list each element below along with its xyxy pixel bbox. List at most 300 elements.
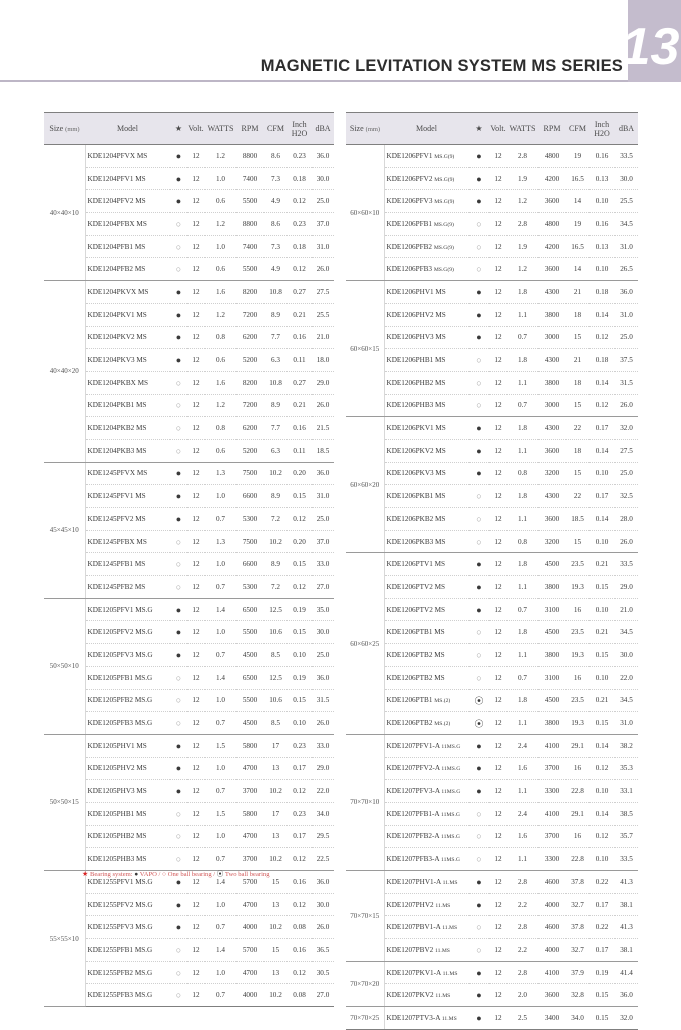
table-row bbox=[346, 712, 638, 735]
bearing-cell bbox=[469, 508, 489, 531]
model-cell bbox=[384, 326, 469, 349]
model-name: KDE1207PFB3-A bbox=[386, 855, 440, 864]
bearing-cell bbox=[170, 916, 187, 939]
rpm-cell: 3700 bbox=[538, 757, 566, 780]
watts-cell: 0.7 bbox=[205, 780, 236, 803]
volt-cell: 12 bbox=[489, 1007, 507, 1030]
table-row bbox=[44, 644, 334, 667]
watts-cell: 1.5 bbox=[205, 734, 236, 757]
table-row bbox=[44, 485, 334, 508]
size-cell: 70×70×10 bbox=[346, 734, 384, 870]
vapo-bearing-icon: ● bbox=[175, 899, 182, 910]
bearing-cell bbox=[170, 371, 187, 394]
dba-cell: 34.0 bbox=[312, 802, 334, 825]
volt-cell: 12 bbox=[489, 439, 507, 462]
rpm-cell: 3800 bbox=[538, 576, 566, 599]
watts-cell: 2.8 bbox=[507, 916, 538, 939]
model-cell bbox=[85, 258, 170, 281]
volt-cell: 12 bbox=[187, 598, 205, 621]
rpm-cell: 4800 bbox=[538, 213, 566, 236]
cfm-cell: 12.5 bbox=[264, 598, 287, 621]
h2o-cell: 0.15 bbox=[589, 1007, 615, 1030]
table-row bbox=[346, 508, 638, 531]
vapo-bearing-icon: ● bbox=[175, 332, 182, 343]
cfm-cell: 19 bbox=[566, 145, 589, 168]
vapo-bearing-icon: ● bbox=[175, 286, 182, 297]
cfm-cell: 10.2 bbox=[264, 984, 287, 1007]
watts-cell: 1.0 bbox=[205, 893, 236, 916]
dba-cell: 37.5 bbox=[615, 349, 638, 372]
watts-cell: 0.8 bbox=[205, 417, 236, 440]
cfm-cell: 16 bbox=[566, 598, 589, 621]
watts-cell: 1.8 bbox=[507, 553, 538, 576]
bearing-cell bbox=[170, 734, 187, 757]
dba-cell: 34.5 bbox=[615, 213, 638, 236]
bearing-cell bbox=[469, 417, 489, 440]
model-cell bbox=[384, 190, 469, 213]
table-row bbox=[346, 848, 638, 871]
one-ball-bearing-icon: ○ bbox=[175, 423, 182, 434]
size-cell: 60×60×25 bbox=[346, 553, 384, 735]
cfm-cell: 29.1 bbox=[566, 802, 589, 825]
volt-cell: 12 bbox=[489, 576, 507, 599]
dba-cell: 29.5 bbox=[312, 825, 334, 848]
one-ball-bearing-icon: ○ bbox=[175, 377, 182, 388]
h2o-cell: 0.17 bbox=[589, 417, 615, 440]
model-name: KDE1255PFB2 MS.G bbox=[87, 968, 153, 977]
rpm-cell: 3100 bbox=[538, 598, 566, 621]
dba-cell: 29.0 bbox=[312, 757, 334, 780]
bearing-cell bbox=[469, 190, 489, 213]
volt-cell: 12 bbox=[187, 303, 205, 326]
dba-cell: 27.5 bbox=[615, 439, 638, 462]
model-cell bbox=[384, 417, 469, 440]
header-model: Model bbox=[384, 113, 469, 145]
h2o-cell: 0.21 bbox=[287, 394, 312, 417]
bearing-cell bbox=[170, 984, 187, 1007]
h2o-cell: 0.14 bbox=[589, 439, 615, 462]
one-ball-bearing-icon: ○ bbox=[476, 831, 482, 842]
volt-cell: 12 bbox=[187, 439, 205, 462]
header-watts: WATTS bbox=[205, 113, 236, 145]
two-ball-bearing-icon: ⦿ bbox=[474, 695, 484, 706]
model-cell bbox=[85, 802, 170, 825]
model-cell bbox=[85, 984, 170, 1007]
one-ball-bearing-icon: ○ bbox=[476, 264, 482, 275]
dba-cell: 36.5 bbox=[312, 939, 334, 962]
cfm-cell: 14 bbox=[566, 258, 589, 281]
legend-one-ball: One ball bearing bbox=[167, 871, 212, 878]
rpm-cell: 4100 bbox=[538, 802, 566, 825]
cfm-cell: 8.9 bbox=[264, 553, 287, 576]
rpm-cell: 7500 bbox=[236, 530, 264, 553]
header-dba: dBA bbox=[615, 113, 638, 145]
cfm-cell: 8.5 bbox=[264, 712, 287, 735]
bearing-cell bbox=[170, 530, 187, 553]
size-cell: 45×45×10 bbox=[44, 462, 85, 598]
model-cell bbox=[85, 961, 170, 984]
bearing-cell bbox=[469, 780, 489, 803]
watts-cell: 0.8 bbox=[507, 530, 538, 553]
rpm-cell: 6600 bbox=[236, 485, 264, 508]
model-suffix: MS.G(9) bbox=[433, 221, 454, 228]
h2o-cell: 0.10 bbox=[589, 780, 615, 803]
h2o-cell: 0.08 bbox=[287, 916, 312, 939]
dba-cell: 26.0 bbox=[312, 394, 334, 417]
rpm-cell: 4000 bbox=[236, 984, 264, 1007]
rpm-cell: 4700 bbox=[236, 825, 264, 848]
model-name: KDE1206PTV1 MS bbox=[386, 560, 446, 569]
model-cell bbox=[384, 961, 469, 984]
header-cfm: CFM bbox=[264, 113, 287, 145]
h2o-cell: 0.14 bbox=[589, 734, 615, 757]
model-name: KDE1204PKB3 MS bbox=[87, 446, 147, 455]
bearing-cell bbox=[170, 303, 187, 326]
cfm-cell: 6.3 bbox=[264, 349, 287, 372]
rpm-cell: 4600 bbox=[538, 916, 566, 939]
cfm-cell: 22.8 bbox=[566, 848, 589, 871]
watts-cell: 1.1 bbox=[507, 712, 538, 735]
watts-cell: 0.7 bbox=[205, 984, 236, 1007]
bearing-cell bbox=[469, 734, 489, 757]
volt-cell: 12 bbox=[489, 213, 507, 236]
model-name: KDE1205PHB1 MS bbox=[87, 809, 147, 818]
bearing-cell bbox=[170, 939, 187, 962]
table-row bbox=[44, 349, 334, 372]
watts-cell: 1.3 bbox=[205, 462, 236, 485]
rpm-cell: 4500 bbox=[538, 553, 566, 576]
model-cell bbox=[384, 689, 469, 712]
volt-cell: 12 bbox=[187, 961, 205, 984]
cfm-cell: 7.2 bbox=[264, 508, 287, 531]
model-name: KDE1206PHV2 MS bbox=[386, 310, 446, 319]
model-cell bbox=[384, 235, 469, 258]
bearing-cell bbox=[170, 349, 187, 372]
rpm-cell: 4500 bbox=[538, 689, 566, 712]
model-name: KDE1206PTV2 MS bbox=[386, 582, 446, 591]
legend-two-ball: Two ball bearing bbox=[224, 871, 270, 878]
h2o-cell: 0.14 bbox=[589, 371, 615, 394]
model-cell bbox=[384, 984, 469, 1007]
rpm-cell: 3700 bbox=[538, 825, 566, 848]
one-ball-bearing-icon: ○ bbox=[476, 627, 482, 638]
model-name: KDE1245PFB1 MS bbox=[87, 560, 146, 569]
rpm-cell: 6200 bbox=[236, 417, 264, 440]
dba-cell: 30.5 bbox=[312, 961, 334, 984]
watts-cell: 2.8 bbox=[507, 961, 538, 984]
rpm-cell: 4700 bbox=[236, 757, 264, 780]
cfm-cell: 10.6 bbox=[264, 621, 287, 644]
dba-cell: 33.0 bbox=[312, 553, 334, 576]
volt-cell: 12 bbox=[489, 802, 507, 825]
rpm-cell: 7400 bbox=[236, 167, 264, 190]
watts-cell: 1.9 bbox=[507, 235, 538, 258]
header-cfm: CFM bbox=[566, 113, 589, 145]
table-row bbox=[346, 984, 638, 1007]
bearing-cell bbox=[469, 848, 489, 871]
watts-cell: 1.2 bbox=[205, 303, 236, 326]
one-ball-bearing-icon: ○ bbox=[476, 922, 482, 933]
vapo-bearing-icon: ● bbox=[476, 173, 482, 184]
cfm-cell: 7.2 bbox=[264, 576, 287, 599]
model-suffix: 11.MS bbox=[442, 879, 458, 886]
bearing-cell bbox=[469, 439, 489, 462]
table-header-row bbox=[44, 113, 334, 145]
watts-cell: 0.7 bbox=[507, 666, 538, 689]
watts-cell: 1.4 bbox=[205, 871, 236, 894]
bearing-cell bbox=[170, 394, 187, 417]
model-name: KDE1255PFV2 MS.G bbox=[87, 900, 153, 909]
model-cell bbox=[384, 871, 469, 894]
cfm-cell: 13 bbox=[264, 757, 287, 780]
rpm-cell: 4300 bbox=[538, 349, 566, 372]
model-name: KDE1207PFV2-A bbox=[386, 764, 440, 773]
dba-cell: 36.0 bbox=[312, 871, 334, 894]
model-name: KDE1206PKB3 MS bbox=[386, 537, 446, 546]
table-row bbox=[44, 213, 334, 236]
model-name: KDE1245PFBX MS bbox=[87, 537, 147, 546]
bearing-cell bbox=[170, 553, 187, 576]
watts-cell: 2.2 bbox=[507, 939, 538, 962]
header-inch-h2o: Inch H2O bbox=[287, 113, 312, 145]
cfm-cell: 23.5 bbox=[566, 621, 589, 644]
header-rule bbox=[0, 80, 681, 82]
rpm-cell: 5800 bbox=[236, 734, 264, 757]
watts-cell: 1.0 bbox=[205, 621, 236, 644]
cfm-cell: 6.3 bbox=[264, 439, 287, 462]
one-ball-bearing-icon: ○ bbox=[476, 513, 482, 524]
size-cell: 40×40×20 bbox=[44, 281, 85, 463]
table-row bbox=[44, 621, 334, 644]
dba-cell: 37.0 bbox=[312, 530, 334, 553]
bearing-cell bbox=[170, 258, 187, 281]
vapo-bearing-icon: ● bbox=[175, 740, 182, 751]
volt-cell: 12 bbox=[187, 939, 205, 962]
bearing-legend bbox=[82, 868, 270, 878]
h2o-cell: 0.12 bbox=[287, 576, 312, 599]
bearing-cell bbox=[469, 871, 489, 894]
model-cell bbox=[384, 734, 469, 757]
watts-cell: 2.0 bbox=[507, 984, 538, 1007]
two-ball-bearing-icon: ⦿ bbox=[474, 718, 484, 729]
model-cell bbox=[384, 530, 469, 553]
bearing-cell bbox=[469, 485, 489, 508]
rpm-cell: 7200 bbox=[236, 394, 264, 417]
model-cell bbox=[384, 939, 469, 962]
h2o-cell: 0.13 bbox=[589, 167, 615, 190]
model-cell bbox=[85, 666, 170, 689]
dba-cell: 33.0 bbox=[312, 734, 334, 757]
model-suffix: MS.G(9) bbox=[434, 199, 455, 206]
volt-cell: 12 bbox=[489, 780, 507, 803]
model-suffix: 11.MS bbox=[442, 925, 458, 932]
cfm-cell: 13 bbox=[264, 825, 287, 848]
bearing-cell bbox=[469, 553, 489, 576]
watts-cell: 1.8 bbox=[507, 689, 538, 712]
rpm-cell: 6200 bbox=[236, 326, 264, 349]
watts-cell: 0.6 bbox=[205, 190, 236, 213]
bearing-cell bbox=[469, 371, 489, 394]
volt-cell: 12 bbox=[187, 553, 205, 576]
bearing-cell bbox=[170, 576, 187, 599]
table-row bbox=[44, 757, 334, 780]
size-cell: 55×55×10 bbox=[44, 871, 85, 1007]
one-ball-bearing-icon: ○ bbox=[175, 559, 182, 570]
bearing-cell bbox=[170, 689, 187, 712]
watts-cell: 2.4 bbox=[507, 734, 538, 757]
volt-cell: 12 bbox=[187, 893, 205, 916]
table-row bbox=[44, 825, 334, 848]
model-cell bbox=[384, 576, 469, 599]
cfm-cell: 7.7 bbox=[264, 326, 287, 349]
rpm-cell: 3200 bbox=[538, 530, 566, 553]
watts-cell: 0.7 bbox=[205, 712, 236, 735]
one-ball-bearing-icon: ○ bbox=[476, 944, 482, 955]
h2o-cell: 0.19 bbox=[589, 961, 615, 984]
h2o-cell: 0.12 bbox=[589, 757, 615, 780]
model-name: KDE1245PFVX MS bbox=[87, 469, 148, 478]
h2o-cell: 0.17 bbox=[287, 825, 312, 848]
bearing-cell bbox=[469, 802, 489, 825]
rpm-cell: 3200 bbox=[538, 462, 566, 485]
model-name: KDE1205PHV3 MS bbox=[87, 787, 147, 796]
one-ball-bearing-icon: ○ bbox=[175, 581, 182, 592]
cfm-cell: 8.9 bbox=[264, 303, 287, 326]
h2o-cell: 0.15 bbox=[287, 689, 312, 712]
h2o-cell: 0.16 bbox=[287, 417, 312, 440]
model-cell bbox=[384, 371, 469, 394]
model-name: KDE1204PKB1 MS bbox=[87, 401, 147, 410]
one-ball-bearing-icon: ○ bbox=[175, 695, 182, 706]
cfm-cell: 32.7 bbox=[566, 939, 589, 962]
model-suffix: MS.G(9) bbox=[433, 267, 454, 274]
spec-table-right bbox=[346, 112, 638, 1030]
model-name: KDE1207PFV1-A bbox=[386, 741, 440, 750]
legend-sep: / bbox=[158, 871, 161, 878]
model-name: KDE1206PFB2 bbox=[386, 242, 433, 251]
rpm-cell: 5500 bbox=[236, 258, 264, 281]
volt-cell: 12 bbox=[187, 281, 205, 304]
table-row bbox=[346, 235, 638, 258]
volt-cell: 12 bbox=[187, 167, 205, 190]
model-cell bbox=[85, 213, 170, 236]
model-cell bbox=[85, 825, 170, 848]
watts-cell: 0.7 bbox=[205, 848, 236, 871]
one-ball-bearing-icon: ○ bbox=[476, 854, 482, 865]
vapo-bearing-icon: ● bbox=[476, 581, 482, 592]
table-row bbox=[44, 712, 334, 735]
watts-cell: 0.7 bbox=[205, 916, 236, 939]
model-suffix: 11.MS bbox=[435, 947, 450, 954]
header-volt: Volt. bbox=[489, 113, 507, 145]
cfm-cell: 19.3 bbox=[566, 576, 589, 599]
dba-cell: 30.0 bbox=[615, 167, 638, 190]
table-row bbox=[346, 145, 638, 168]
bearing-star-icon: ★ bbox=[469, 113, 489, 145]
h2o-cell: 0.21 bbox=[589, 621, 615, 644]
cfm-cell: 18 bbox=[566, 439, 589, 462]
h2o-cell: 0.12 bbox=[287, 893, 312, 916]
model-cell bbox=[384, 439, 469, 462]
dba-cell: 26.0 bbox=[312, 258, 334, 281]
model-cell bbox=[384, 258, 469, 281]
bearing-cell bbox=[469, 258, 489, 281]
model-cell bbox=[384, 780, 469, 803]
one-ball-bearing-icon: ○ bbox=[175, 536, 182, 547]
bearing-cell bbox=[469, 893, 489, 916]
rpm-cell: 3700 bbox=[236, 848, 264, 871]
volt-cell: 12 bbox=[489, 462, 507, 485]
volt-cell: 12 bbox=[489, 939, 507, 962]
bearing-cell bbox=[469, 303, 489, 326]
watts-cell: 1.9 bbox=[507, 167, 538, 190]
bearing-cell bbox=[469, 621, 489, 644]
one-ball-bearing-icon: ○ bbox=[476, 218, 482, 229]
vapo-bearing-icon: ● bbox=[476, 763, 482, 774]
header-rpm: RPM bbox=[236, 113, 264, 145]
watts-cell: 1.1 bbox=[507, 508, 538, 531]
model-suffix: MS.G(9) bbox=[434, 153, 455, 160]
vapo-bearing-icon: ● bbox=[476, 899, 482, 910]
vapo-bearing-icon: ● bbox=[476, 1012, 482, 1023]
model-cell bbox=[384, 213, 469, 236]
volt-cell: 12 bbox=[489, 394, 507, 417]
volt-cell: 12 bbox=[187, 394, 205, 417]
dba-cell: 21.0 bbox=[615, 598, 638, 621]
table-row bbox=[346, 462, 638, 485]
one-ball-icon: ○ bbox=[162, 871, 167, 878]
cfm-cell: 8.6 bbox=[264, 145, 287, 168]
volt-cell: 12 bbox=[187, 417, 205, 440]
watts-cell: 1.6 bbox=[205, 281, 236, 304]
volt-cell: 12 bbox=[489, 848, 507, 871]
h2o-cell: 0.16 bbox=[589, 213, 615, 236]
model-name: KDE1205PFB2 MS.G bbox=[87, 696, 153, 705]
model-name: KDE1205PHB3 MS bbox=[87, 855, 147, 864]
bearing-cell bbox=[170, 961, 187, 984]
model-name: KDE1206PHV1 MS bbox=[386, 287, 446, 296]
vapo-bearing-icon: ● bbox=[476, 332, 482, 343]
bearing-cell bbox=[469, 1007, 489, 1030]
watts-cell: 1.6 bbox=[507, 757, 538, 780]
table-row bbox=[346, 825, 638, 848]
cfm-cell: 16.5 bbox=[566, 167, 589, 190]
model-cell bbox=[384, 825, 469, 848]
rpm-cell: 4600 bbox=[538, 871, 566, 894]
bearing-cell bbox=[469, 167, 489, 190]
h2o-cell: 0.12 bbox=[287, 961, 312, 984]
cfm-cell: 8.6 bbox=[264, 213, 287, 236]
volt-cell: 12 bbox=[489, 167, 507, 190]
volt-cell: 12 bbox=[489, 303, 507, 326]
table-row bbox=[346, 485, 638, 508]
model-name: KDE1255PFB1 MS.G bbox=[87, 945, 153, 954]
bearing-cell bbox=[170, 235, 187, 258]
watts-cell: 1.2 bbox=[507, 258, 538, 281]
h2o-cell: 0.16 bbox=[287, 939, 312, 962]
header-watts: WATTS bbox=[507, 113, 538, 145]
vapo-bearing-icon: ● bbox=[175, 355, 182, 366]
model-cell bbox=[85, 303, 170, 326]
volt-cell: 12 bbox=[187, 712, 205, 735]
watts-cell: 2.8 bbox=[507, 145, 538, 168]
model-cell bbox=[85, 326, 170, 349]
bearing-cell bbox=[170, 802, 187, 825]
model-name: KDE1206PFV1 bbox=[386, 151, 433, 160]
dba-cell: 25.5 bbox=[312, 303, 334, 326]
cfm-cell: 34.0 bbox=[566, 1007, 589, 1030]
h2o-cell: 0.12 bbox=[287, 258, 312, 281]
